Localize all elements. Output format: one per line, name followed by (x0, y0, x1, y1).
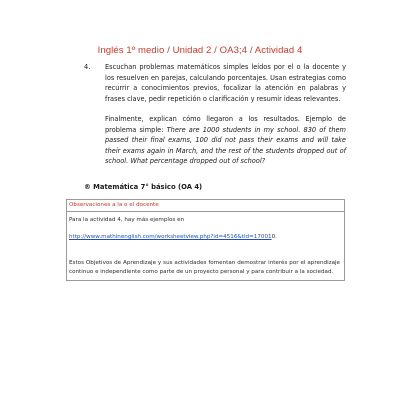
observations-title: Observaciones a la o el docente (69, 202, 159, 208)
example-problem: There are 1000 students in my school. 830 of them passed their final exams, 100 did not pass their exams and will take their exams again in March, and the rest of the students dropped out of school. What percentage dropped out of school? (105, 125, 346, 165)
link-suffix: 0. (271, 234, 277, 240)
activity-section (84, 62, 346, 167)
teacher-observations-box (66, 199, 345, 281)
observations-link-line (69, 234, 277, 240)
activity-paragraph-1: Escuchan problemas matemáticos simples leídos por el o la docente y los resuelven en parejas, calculando porcentajes. Usan estrategias como recurrir a conocimientos previos, focalizar la atención en palabras y frases clave, pedir repetición o clarificación y resumir ideas relevantes. (105, 63, 346, 103)
registered-bullet-icon: ® (84, 183, 91, 191)
activity-paragraph-2 (105, 114, 346, 167)
observations-paragraph: Estos Objetivos de Aprendizaje y sus actividades fomentan demostrar interés por el aprendizaje continuo e independiente como parte de un proyecto personal y para contribuir a la sociedad. (69, 260, 340, 275)
oa-reference-text: Matemática 7° básico (OA 4) (93, 183, 203, 191)
activity-item (84, 62, 346, 167)
example-intro: Finalmente, explican cómo llegaron a los resultados. Ejemplo de problema simple: (105, 115, 346, 134)
activity-number: 4. (84, 63, 91, 71)
page-header: Inglés 1º medio / Unidad 2 / OA3;4 / Actividad 4 (97, 45, 303, 56)
observations-intro: Para la actividad 4, hay más ejemplos en (69, 217, 185, 223)
activity-body (105, 62, 346, 167)
worksheet-link[interactable]: http://www.mathinenglish.com/worksheetview.php?id=4516&tid=17001 (69, 234, 272, 240)
oa-reference (84, 183, 202, 191)
observations-divider (67, 211, 344, 212)
